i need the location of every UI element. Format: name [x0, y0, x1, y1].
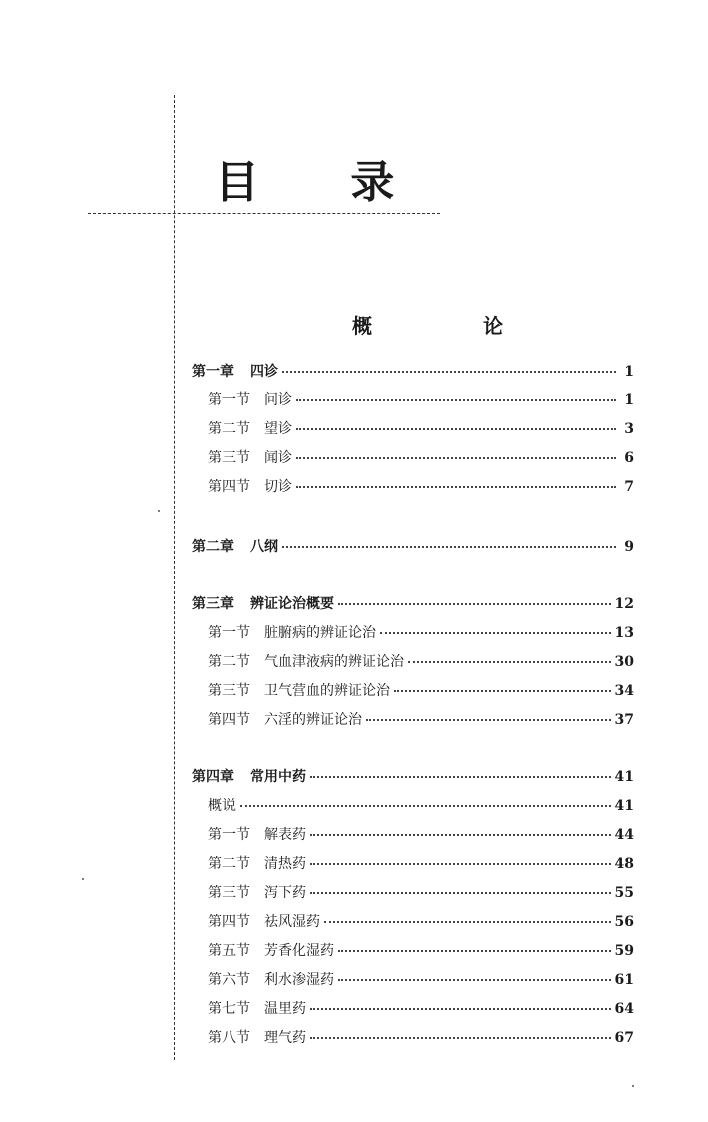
- toc-page-number: 59: [614, 943, 634, 959]
- toc-entry-label: 第三章: [192, 596, 234, 612]
- toc-dot-leader: [324, 921, 611, 923]
- toc-dot-leader: [338, 979, 611, 981]
- toc-entry-label: 第四节: [208, 479, 250, 495]
- toc-entry-title: 祛风湿药: [264, 914, 320, 930]
- toc-dot-leader: [380, 632, 611, 634]
- toc-entry-title: 脏腑病的辨证论治: [264, 625, 376, 641]
- toc-page-number: 37: [614, 712, 634, 728]
- toc-page-number: 3: [624, 421, 634, 437]
- toc-page-number: 7: [624, 479, 634, 495]
- toc-page-number: 13: [614, 625, 634, 641]
- toc-entry-label: 第一节: [208, 625, 250, 641]
- toc-page-number: 1: [624, 392, 634, 408]
- toc-page-number: 41: [614, 769, 634, 785]
- toc-page-number: 1: [624, 364, 634, 380]
- toc-dot-leader: [310, 863, 611, 865]
- part-heading: 概 论: [352, 314, 555, 338]
- toc-entry-label: 第一节: [208, 827, 250, 843]
- toc-section-entry[interactable]: [208, 970, 634, 990]
- toc-entry-title: 温里药: [264, 1001, 306, 1017]
- margin-dashed-vertical-rule: [174, 95, 175, 1060]
- toc-page-number: 64: [614, 1001, 634, 1017]
- toc-section-entry[interactable]: [208, 448, 634, 468]
- scan-speck: [82, 878, 84, 880]
- toc-chapter-entry[interactable]: [192, 362, 634, 382]
- toc-dot-leader: [310, 1037, 611, 1039]
- toc-section-entry[interactable]: [208, 825, 634, 845]
- toc-page-number: 41: [614, 798, 634, 814]
- toc-dot-leader: [310, 1008, 611, 1010]
- toc-section-entry[interactable]: [208, 419, 634, 439]
- toc-entry-label: 第五节: [208, 943, 250, 959]
- toc-entry-title: 辨证论治概要: [250, 596, 334, 612]
- toc-chapter-entry[interactable]: [192, 537, 634, 557]
- toc-section-entry[interactable]: [208, 912, 634, 932]
- toc-page-number: 55: [614, 885, 634, 901]
- toc-entry-label: 第三节: [208, 683, 250, 699]
- toc-entry-label: 第二节: [208, 421, 250, 437]
- toc-chapter-entry[interactable]: [192, 767, 634, 787]
- toc-dot-leader: [282, 546, 616, 548]
- toc-dot-leader: [296, 486, 616, 488]
- page-title: 目 录: [215, 157, 433, 208]
- toc-section-entry[interactable]: [208, 623, 634, 643]
- toc-entry-label: 第二节: [208, 654, 250, 670]
- toc-dot-leader: [338, 950, 611, 952]
- toc-entry-title: 芳香化湿药: [264, 943, 334, 959]
- title-dashed-horizontal-rule: [88, 213, 440, 214]
- toc-dot-leader: [338, 603, 611, 605]
- toc-entry-label: 第七节: [208, 1001, 250, 1017]
- toc-entry-label: 第四节: [208, 914, 250, 930]
- toc-page-number: 44: [614, 827, 634, 843]
- toc-page-number: 67: [614, 1030, 634, 1046]
- toc-entry-label: 第三节: [208, 885, 250, 901]
- toc-chapter-entry[interactable]: [192, 594, 634, 614]
- toc-section-entry[interactable]: [208, 710, 634, 730]
- toc-dot-leader: [310, 776, 611, 778]
- toc-entry-label: 第一章: [192, 364, 234, 380]
- toc-entry-title: 八纲: [250, 539, 278, 555]
- scan-speck: [158, 510, 160, 512]
- toc-dot-leader: [296, 457, 616, 459]
- toc-entry-title: 清热药: [264, 856, 306, 872]
- toc-page-number: 48: [614, 856, 634, 872]
- toc-section-entry[interactable]: [208, 941, 634, 961]
- toc-entry-title: 概说: [208, 798, 236, 814]
- toc-entry-label: 第六节: [208, 972, 250, 988]
- toc-section-entry[interactable]: [208, 652, 634, 672]
- toc-entry-title: 切诊: [264, 479, 292, 495]
- toc-entry-title: 理气药: [264, 1030, 306, 1046]
- toc-entry-title: 常用中药: [250, 769, 306, 785]
- toc-page-number: 30: [614, 654, 634, 670]
- toc-dot-leader: [296, 428, 616, 430]
- toc-section-entry[interactable]: [208, 796, 634, 816]
- toc-page-number: 34: [614, 683, 634, 699]
- toc-dot-leader: [394, 690, 611, 692]
- toc-entry-label: 第一节: [208, 392, 250, 408]
- toc-entry-title: 卫气营血的辨证论治: [264, 683, 390, 699]
- toc-section-entry[interactable]: [208, 854, 634, 874]
- toc-entry-title: 望诊: [264, 421, 292, 437]
- toc-section-entry[interactable]: [208, 681, 634, 701]
- toc-entry-label: 第二章: [192, 539, 234, 555]
- toc-dot-leader: [310, 892, 611, 894]
- toc-entry-title: 利水渗湿药: [264, 972, 334, 988]
- scan-speck: [632, 1085, 634, 1087]
- toc-entry-title: 泻下药: [264, 885, 306, 901]
- toc-page-number: 9: [624, 539, 634, 555]
- toc-section-entry[interactable]: [208, 390, 634, 410]
- toc-dot-leader: [408, 661, 611, 663]
- toc-section-entry[interactable]: [208, 883, 634, 903]
- toc-entry-title: 解表药: [264, 827, 306, 843]
- toc-dot-leader: [366, 719, 611, 721]
- toc-entry-label: 第四章: [192, 769, 234, 785]
- toc-entry-title: 闻诊: [264, 450, 292, 466]
- toc-section-entry[interactable]: [208, 999, 634, 1019]
- toc-entry-label: 第四节: [208, 712, 250, 728]
- toc-page-number: 6: [624, 450, 634, 466]
- toc-dot-leader: [240, 805, 611, 807]
- toc-entry-title: 四诊: [250, 364, 278, 380]
- toc-entry-label: 第八节: [208, 1030, 250, 1046]
- toc-section-entry[interactable]: [208, 1028, 634, 1048]
- toc-entry-label: 第三节: [208, 450, 250, 466]
- toc-section-entry[interactable]: [208, 477, 634, 497]
- toc-page-number: 12: [614, 596, 634, 612]
- toc-entry-title: 六淫的辨证论治: [264, 712, 362, 728]
- toc-dot-leader: [296, 399, 616, 401]
- toc-entry-title: 气血津液病的辨证论治: [264, 654, 404, 670]
- toc-page-number: 61: [614, 972, 634, 988]
- toc-page-number: 56: [614, 914, 634, 930]
- toc-dot-leader: [282, 371, 616, 373]
- toc-entry-title: 问诊: [264, 392, 292, 408]
- toc-dot-leader: [310, 834, 611, 836]
- toc-entry-label: 第二节: [208, 856, 250, 872]
